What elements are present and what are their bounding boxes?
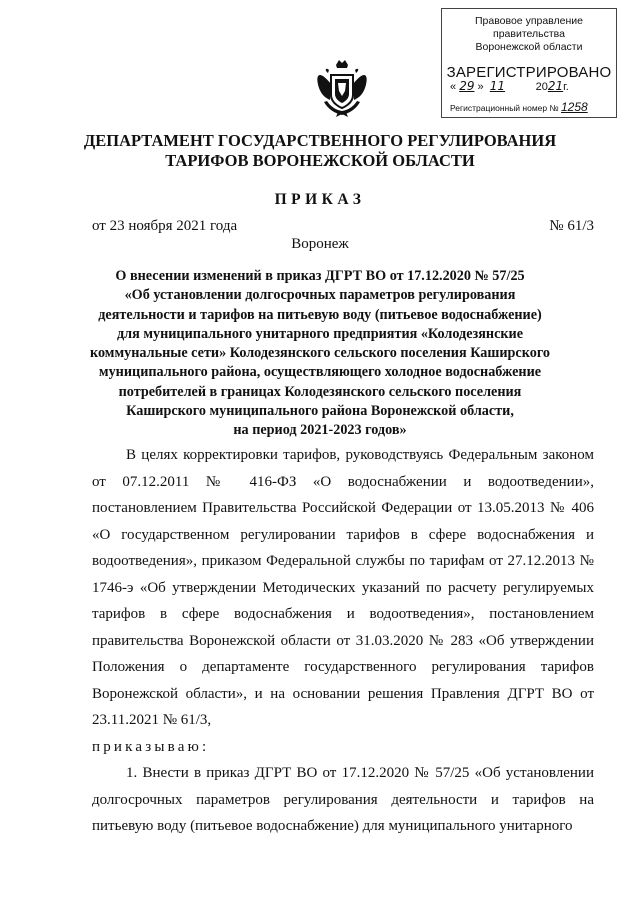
title-line: на период 2021-2023 годов» (233, 422, 407, 439)
document-number: № 61/3 (549, 218, 594, 234)
department-line1: ДЕПАРТАМЕНТ ГОСУДАРСТВЕННОГО РЕГУЛИРОВАНИЯ (83, 131, 557, 150)
stamp-reg-number (450, 100, 618, 114)
title-line: О внесении изменений в приказ ДГРТ ВО от 17.12.2020 № 57/25 (115, 268, 525, 284)
document-date: от 23 ноября 2021 года (92, 218, 238, 234)
department-name (40, 131, 600, 171)
title-line: «Об установлении долгосрочных параметров регулирования (124, 287, 516, 304)
department-line2: ТАРИФОВ ВОРОНЕЖСКОЙ ОБЛАСТИ (165, 151, 475, 170)
coat-of-arms-icon (314, 58, 370, 118)
stamp-registered-label: ЗАРЕГИСТРИРОВАНО (446, 64, 612, 81)
title-line: коммунальные сети» Колодезянского сельского поселения Каширского (90, 345, 550, 362)
stamp-date-year-prefix: 20 (535, 81, 548, 93)
stamp-date-day: 29 (459, 79, 475, 93)
stamp-date: « 29 » 11 2021г. (450, 79, 569, 93)
order-item-1: 1. Внести в приказ ДГРТ ВО от 17.12.2020 № 57/25 «Об установлении долгосрочных параметров регулирования деятельности и тарифов на питьевую воду (питьевое водоснабжение) для муниципального унитарного (92, 765, 594, 834)
title-line: для муниципального унитарного предприятия «Колодезянские (116, 325, 524, 342)
stamp-org-line1: Правовое управление правительства (474, 15, 583, 40)
stamp-date-month: 11 (489, 79, 506, 93)
title-line: Каширского муниципального района Воронежской области, (126, 403, 514, 420)
preamble-paragraph: В целях корректировки тарифов, руководствуясь Федеральным законом от 07.12.2011 № 416-ФЗ «О водоснабжении и водоотведении», постановлением Правительства Российской Федерации от 13.05.2013 № 406 «О государственном регулировании тарифов в сфере водоснабжения и водоотведения», приказом Федеральной службы по тарифам от 27.12.2013 № 1746-э «Об утверждении Методических указаний по расчету регулируемых тарифов в сфере водоснабжения и водоотведения», постановлением правительства Воронежской области от 31.03.2020 № 283 «Об утверждении Положения о департаменте государственного регулирования тарифов Воронежской области», и на основании решения Правления ДГРТ ВО от 23.11.2021 № 61/3, (92, 447, 594, 728)
document-city: Воронеж (291, 236, 349, 252)
registration-stamp (441, 8, 617, 118)
stamp-reg-number-label: Регистрационный номер № (450, 103, 559, 113)
document-type: ПРИКАЗ (274, 191, 366, 208)
stamp-date-year-suffix: г. (563, 81, 569, 93)
title-line: муниципального района, осуществляющего холодное водоснабжение (98, 364, 542, 381)
title-line: деятельности и тарифов на питьевую воду (питьевое водоснабжение) (98, 306, 542, 323)
title-line: потребителей в границах Колодезянского сельского поселения (118, 383, 522, 400)
stamp-date-year: 21 (547, 79, 564, 93)
document-title (80, 267, 560, 441)
order-word: приказываю: (92, 738, 210, 755)
document-body (92, 442, 594, 840)
stamp-reg-number-value: 1258 (561, 100, 588, 114)
stamp-org-line2: Воронежской области (475, 41, 583, 53)
